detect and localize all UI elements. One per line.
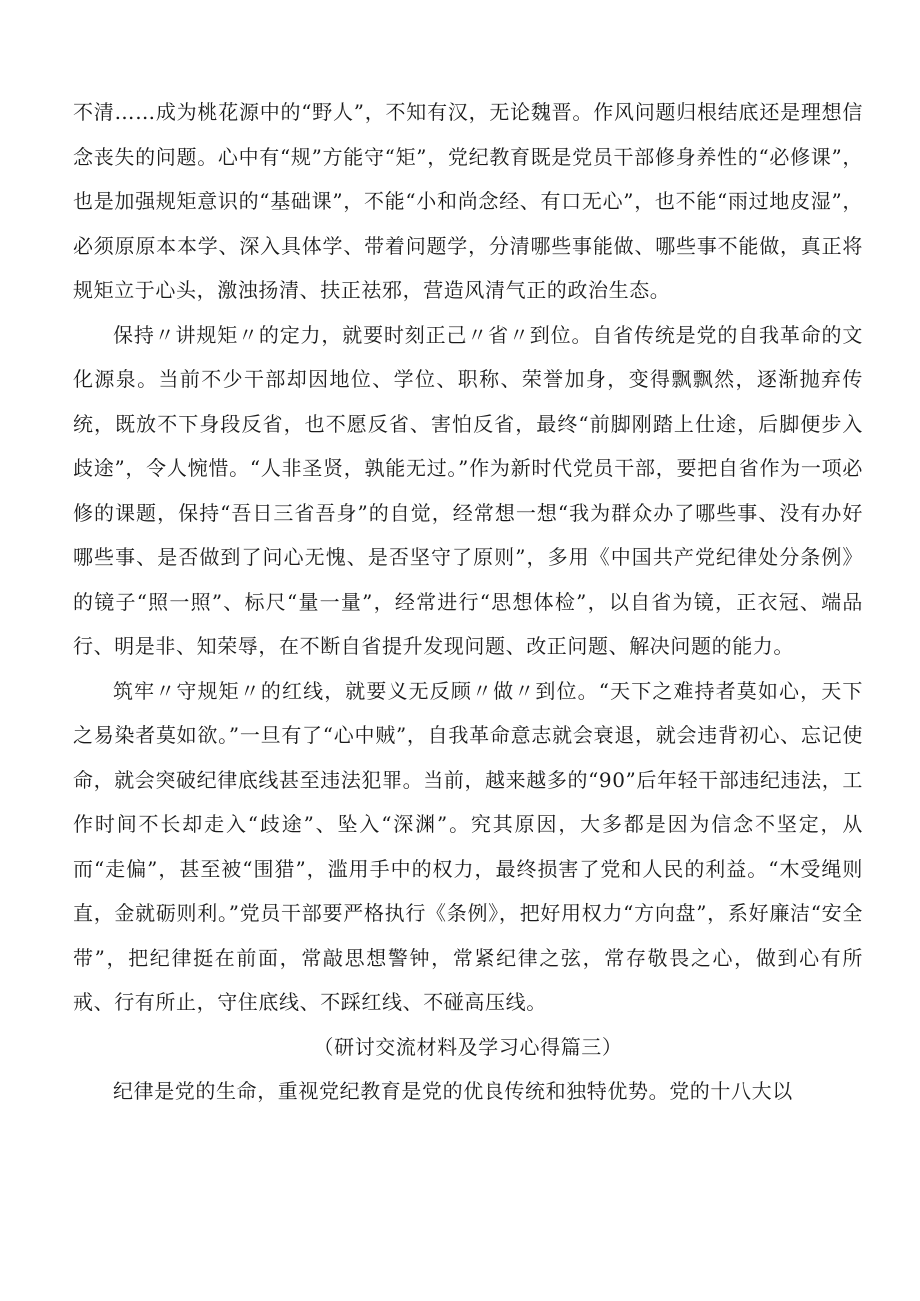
paragraph-3: 筑牢〃守规矩〃的红线，就要义无反顾〃做〃到位。“天下之难持者莫如心，天下之易染者莫如欲。”一旦有了“心中贼”，自我革命意志就会衰退，就会违背初心、忘记使命，就会突破纪律底线甚至违法犯罪。当前，越来越多的“90”后年轻干部违纪违法，工作时间不长却走入“歧途”、坠入“深渊”。究其原因，大多都是因为信念不坚定，从而“走偏”，甚至被“围猎”，滥用手中的权力，最终损害了党和人民的利益。“木受绳则直，金就砺则利。”党员干部要严格执行《条例》，把好用权力“方向盘”，系好廉洁“安全带”，把纪律挺在前面，常敲思想警钟，常紧纪律之弦，常存敬畏之心，做到心有所戒、行有所止，守住底线、不踩红线、不碰高压线。 xyxy=(73,678,863,1014)
paragraph-1: 不清……成为桃花源中的“野人”，不知有汉，无论魏晋。作风问题归根结底还是理想信念丧失的问题。心中有“规”方能守“矩”，党纪教育既是党员干部修身养性的“必修课”，也是加强规矩意识的“基础课”，不能“小和尚念经、有口无心”，也不能“雨过地皮湿”，必须原原本本学、深入具体学、带着问题学，分清哪些事能做、哪些事不能做，真正将规矩立于心头，激浊扬清、扶正祛邪，营造风清气正的政治生态。 xyxy=(73,100,863,302)
paragraph-2: 保持〃讲规矩〃的定力，就要时刻正己〃省〃到位。自省传统是党的自我革命的文化源泉。当前不少干部却因地位、学位、职称、荣誉加身，变得飘飘然，逐渐抛弃传统，既放不下身段反省，也不愿反省、害怕反省，最终“前脚刚踏上仕途，后脚便步入歧途”，令人惋惜。“人非圣贤，孰能无过。”作为新时代党员干部，要把自省作为一项必修的课题，保持“吾日三省吾身”的自觉，经常想一想“我为群众办了哪些事、没有办好哪些事、是否做到了问心无愧、是否坚守了原则”，多用《中国共产党纪律处分条例》的镜子“照一照”、标尺“量一量”，经常进行“思想体检”，以自省为镜，正衣冠、端品行、明是非、知荣辱，在不断自省提升发现问题、改正问题、解决问题的能力。 xyxy=(73,322,863,658)
section-heading: （研讨交流材料及学习心得篇三） xyxy=(313,1034,623,1059)
paragraph-4: 纪律是党的生命，重视党纪教育是党的优良传统和独特优势。党的十八大以 xyxy=(113,1079,793,1103)
document-body xyxy=(73,90,863,1114)
